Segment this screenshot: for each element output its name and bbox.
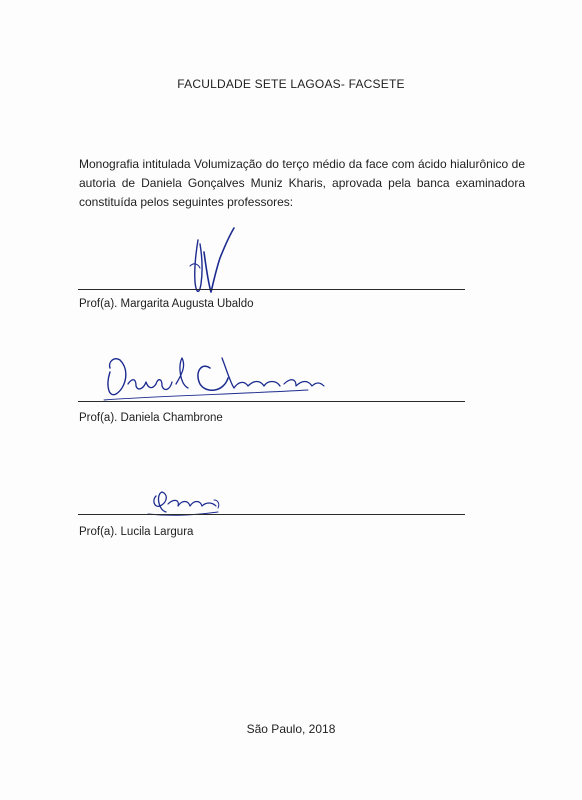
examiner-1-label: Prof(a). Margarita Augusta Ubaldo xyxy=(79,298,254,310)
place-date: São Paulo, 2018 xyxy=(246,722,336,736)
examiner-2-label: Prof(a). Daniela Chambrone xyxy=(79,412,223,424)
examiner-3-label: Prof(a). Lucila Largura xyxy=(79,526,194,538)
signature-line-3 xyxy=(78,514,465,515)
institution-title: FACULDADE SETE LAGOAS- FACSETE xyxy=(177,77,405,91)
signature-line-1 xyxy=(78,289,465,290)
signature-line-2 xyxy=(78,401,465,402)
signature-examiner-3 xyxy=(138,486,224,526)
approval-paragraph: Monografia intitulada Volumização do terço médio da face com ácido hialurônico de autoria de Daniela Gonçalves Muniz Kharis, aprovada pela banca examinadora constituída pelos seguintes professores: xyxy=(79,157,525,209)
signature-examiner-1 xyxy=(180,222,250,302)
